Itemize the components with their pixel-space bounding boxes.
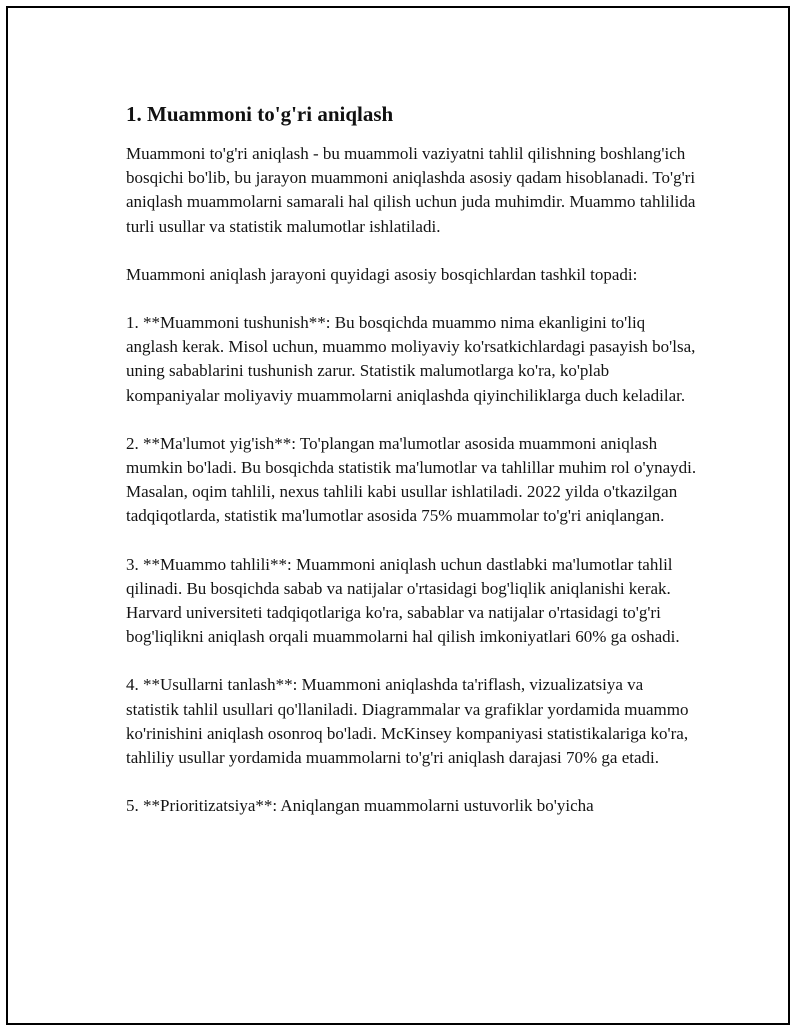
page-title: 1. Muammoni to'g'ri aniqlash: [126, 102, 394, 126]
paragraph-step-3: 3. **Muammo tahlili**: Muammoni aniqlash uchun dastlabki ma'lumotlar tahlil qilinadi. Bu bosqichda sabab va natijalar o'rtasidagi bog'liqlik aniqlanishi kerak. Harvard universiteti tadqiqotlariga ko'ra, sabablar va natijalar o'rtasidagi to'g'ri bog'liqlikni aniqlash orqali muammolarni hal qilish imkoniyatlari 60% ga oshadi.: [126, 554, 680, 647]
page-frame: [6, 6, 790, 1025]
paragraph-step-5: 5. **Prioritizatsiya**: Aniqlangan muammolarni ustuvorlik bo'yicha: [126, 796, 594, 816]
paragraph-step-2: 2. **Ma'lumot yig'ish**: To'plangan ma'lumotlar asosida muammoni aniqlash mumkin bo'ladi. Bu bosqichda statistik ma'lumotlar va tahlillar muhim rol o'ynaydi. Masalan, oqim tahlili, nexus tahlili kabi usullar ishlatiladi. 2022 yilda o'tkazilgan tadqiqotlarda, statistik ma'lumotlar asosida 75% muammolar to'g'ri aniqlangan.: [126, 433, 697, 526]
paragraph-step-4: 4. **Usullarni tanlash**: Muammoni aniqlashda ta'riflash, vizualizatsiya va statistik tahlil usullari qo'llaniladi. Diagrammalar va grafiklar yordamida muammo ko'rinishini aniqlash osonroq bo'ladi. McKinsey kompaniyasi statistikalariga ko'ra, tahliliy usullar yordamida muammolarni to'g'ri aniqlash darajasi 70% ga etadi.: [126, 675, 689, 768]
paragraph-step-1: 1. **Muammoni tushunish**: Bu bosqichda muammo nima ekanligini to'liq anglash kerak. Misol uchun, muammo moliyaviy ko'rsatkichlardagi pasayish bo'lsa, uning sabablarini tushunish zarur. Statistik malumotlarga ko'ra, ko'plab kompaniyalar moliyaviy muammolarni aniqlashda qiyinchiliklarga duch keladilar.: [126, 313, 696, 405]
paragraph-stages-intro: Muammoni aniqlash jarayoni quyidagi asosiy bosqichlardan tashkil topadi:: [126, 264, 638, 284]
paragraph-intro: Muammoni to'g'ri aniqlash - bu muammoli vaziyatni tahlil qilishning boshlang'ich bosqichi bo'lib, bu jarayon muammoni aniqlashda asosiy qadam hisoblanadi. To'g'ri aniqlash muammolarni samarali hal qilish uchun juda muhimdir. Muammo tahlilida turli usullar va statistik malumotlar ishlatiladi.: [126, 144, 696, 236]
document-body: [126, 100, 698, 842]
